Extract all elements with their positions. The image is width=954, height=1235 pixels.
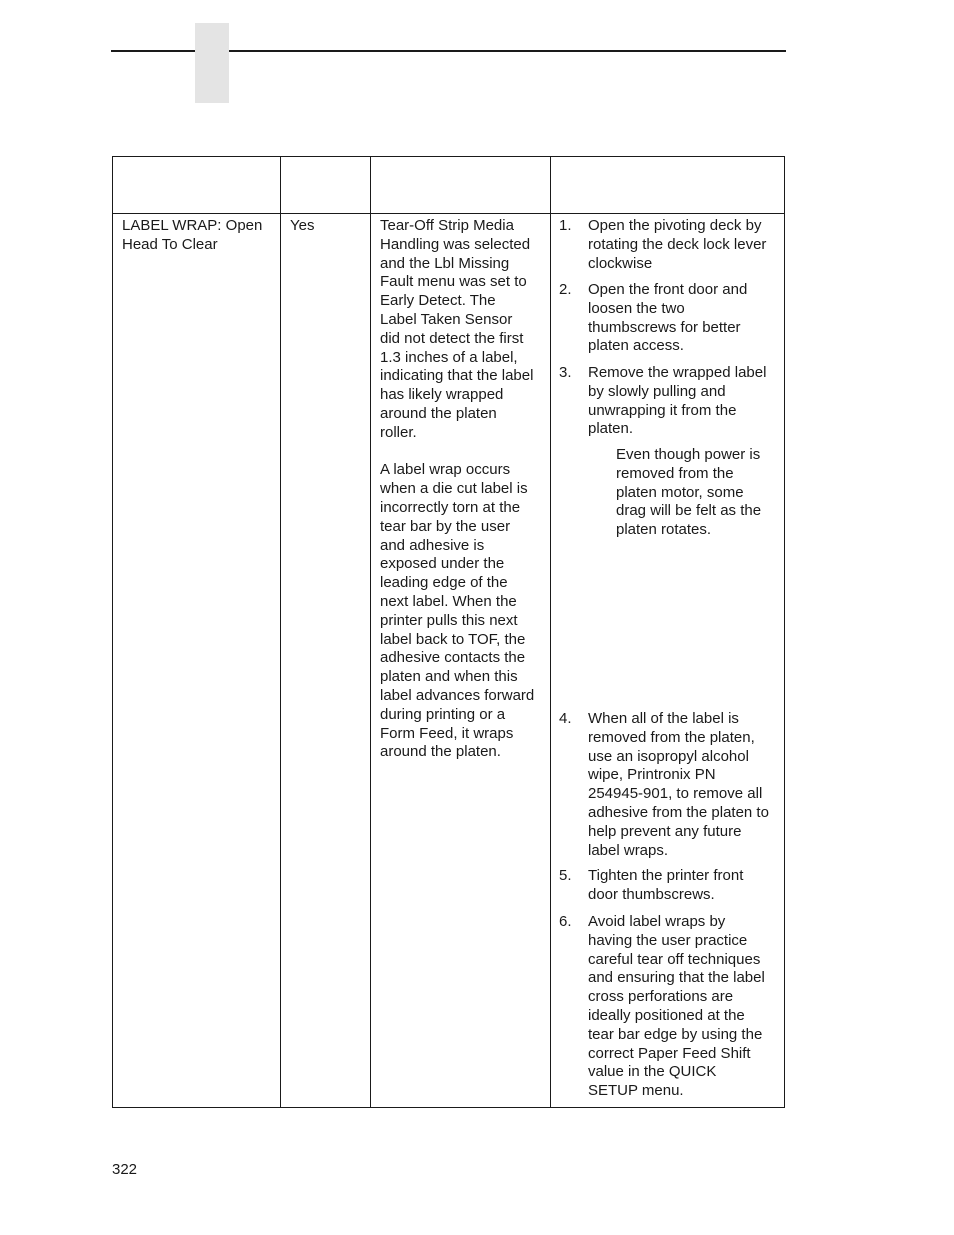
step-text: Remove the wrapped label by slowly pulling and unwrapping it from the platen. xyxy=(588,364,767,438)
column-divider xyxy=(280,157,281,1107)
step-text: Open the pivoting deck by rotating the deck lock lever clockwise xyxy=(588,217,767,272)
step-number: 6. xyxy=(559,913,572,930)
step-number: 4. xyxy=(559,710,572,727)
step-number: 2. xyxy=(559,281,572,298)
step-text: When all of the label is removed from the platen, use an isopropyl alcohol wipe, Printronix PN 254945-901, to remove all adhesive from the platen to help prevent any future label wraps. xyxy=(588,710,769,859)
column-divider xyxy=(550,157,551,1107)
chapter-tab xyxy=(195,23,229,103)
step-number: 1. xyxy=(559,217,572,234)
column-divider xyxy=(370,157,371,1107)
step-text: Open the front door and loosen the two thumbscrews for better platen access. xyxy=(588,281,748,355)
header-row-divider xyxy=(113,213,784,214)
explanation-cell: Tear-Off Strip Media Handling was selected and the Lbl Missing Fault menu was set to Early Detect. The Label Taken Sensor did not detect the first 1.3 inches of a label, indicating that the label has likely wrapped around the platen roller. A label wrap occurs when a die cut label is incorrectly torn at the tear bar by the user and adhesive is exposed under the leading edge of the next label. When the printer pulls this next label back to TOF, the adhesive contacts the platen and when this label advances forward during printing or a Form Feed, it wraps around the platen. xyxy=(380,217,535,761)
step-number: 3. xyxy=(559,364,572,381)
status-cell: Yes xyxy=(290,217,315,234)
step-note: Even though power is removed from the platen motor, some drag will be felt as the platen rotates. xyxy=(616,446,762,539)
message-cell: LABEL WRAP: Open Head To Clear xyxy=(122,217,263,253)
step-text: Tighten the printer front door thumbscrews. xyxy=(588,867,744,903)
page-number: 322 xyxy=(112,1161,138,1178)
step-text: Avoid label wraps by having the user practice careful tear off techniques and ensuring that the label cross perforations are ideally positioned at the tear bar edge by using the correct Paper Feed Shift value in the QUICK SETUP menu. xyxy=(588,913,765,1100)
step-number: 5. xyxy=(559,867,572,884)
troubleshooting-table xyxy=(112,156,785,1108)
